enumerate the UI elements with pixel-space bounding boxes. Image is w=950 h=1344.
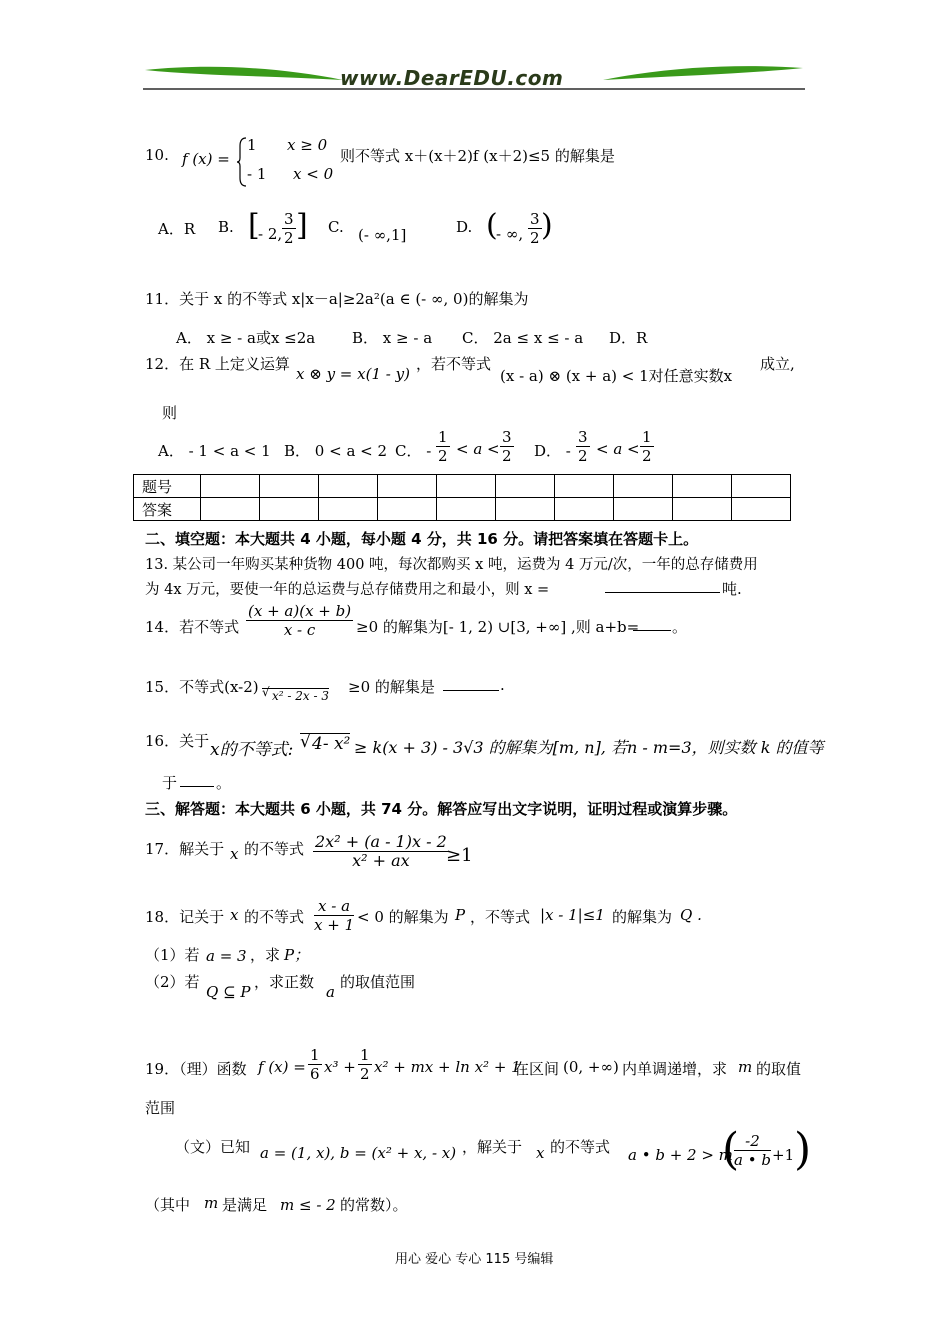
answer-cell[interactable] — [614, 498, 673, 521]
answer-cell[interactable] — [201, 475, 260, 498]
q19w-label: （文）已知 — [175, 1138, 251, 1156]
q19-label: 19．（理）函数 — [145, 1060, 247, 1078]
q17-fraction: $\frac{\text{2x² + (a - 1)x - 2}}{\text{x² + ax}}$ — [315, 832, 447, 870]
answer-cell[interactable] — [673, 475, 732, 498]
q18-part1-label: （1）若 — [145, 946, 200, 964]
q10-option-b-frac: $\frac{3}{2}$ — [284, 210, 294, 247]
q10-case1-cond: x ≥ 0 — [287, 136, 328, 154]
q18-text-3: ，不等式 — [470, 908, 531, 926]
q10-option-b-left: - 2, — [258, 225, 283, 243]
q12-text-2: ，若不等式 — [416, 355, 492, 373]
q10-option-c-label: C. — [328, 218, 344, 236]
q10-option-c: (- ∞,1] — [358, 226, 407, 244]
q15-answer-blank[interactable] — [443, 690, 499, 691]
q19w-fraction: $\frac{-2}{a • b}$ — [734, 1132, 771, 1169]
answer-cell[interactable] — [732, 498, 791, 521]
paren-icon: ) — [794, 1124, 812, 1175]
q12-text-3: 成立, — [760, 355, 795, 373]
paren-icon: ( — [722, 1124, 740, 1175]
q15-sqrt: √ x² - 2x - 3 — [262, 685, 329, 703]
q19-frac-2: $\frac{1}{2}$ — [360, 1046, 370, 1083]
q18-part1-text: ，求 — [250, 946, 281, 964]
q10-option-d-left: - ∞, — [496, 225, 524, 243]
q10-case2-cond: x < 0 — [293, 165, 334, 183]
section-2-title: 二、填空题：本大题共 4 小题，每小题 4 分，共 16 分。请把答案填在答题卡上。 — [145, 530, 699, 548]
q12-option-d-mid: < a < — [596, 440, 640, 458]
q13-line-2-end: 吨. — [722, 580, 742, 598]
q12-text-1: 12．在 R 上定义运算 — [145, 355, 290, 373]
q18-part2-cond: Q ⊆ P — [206, 983, 251, 1001]
q16-answer-blank[interactable] — [180, 786, 214, 787]
q10-text: 则不等式 x＋(x＋2)f (x＋2)≤5 的解集是 — [340, 147, 615, 165]
answer-cell[interactable] — [555, 475, 614, 498]
q16-text-2: ≥ k(x + 3) - 3√3 的解集为[m, n], 若n - m=3，则实数 k 的值等 — [354, 738, 824, 757]
page-footer: 用心 爱心 专心 115 号编辑 — [395, 1252, 554, 1267]
q15-label: 15．不等式(x-2) — [145, 678, 259, 696]
q10-option-a: A．R — [158, 220, 196, 238]
q14-answer-blank[interactable] — [633, 630, 671, 631]
q10-option-d-label: D. — [456, 218, 473, 236]
paren-icon: ( — [486, 208, 498, 243]
table-row — [134, 498, 791, 521]
q12-inequality: (x - a) ⊗ (x + a) < 1对任意实数x — [500, 367, 733, 385]
q19-interval: (0, +∞) — [563, 1058, 619, 1076]
q18-set-q: Q . — [680, 906, 702, 924]
answer-cell[interactable] — [378, 498, 437, 521]
q13-line-2: 为 4x 万元，要使一年的总运费与总存储费用之和最小，则 x = — [145, 582, 550, 598]
section-3-title: 三、解答题：本大题共 6 小题，共 74 分。解答应写出文字说明，证明过程或演算步骤。 — [145, 800, 738, 818]
answer-cell[interactable] — [319, 498, 378, 521]
radical-icon: √ — [262, 685, 270, 699]
answer-cell[interactable] — [673, 498, 732, 521]
answer-cell[interactable] — [201, 498, 260, 521]
q15-text: ≥0 的解集是 — [348, 678, 435, 696]
q19w-note-m: m — [204, 1194, 219, 1212]
q14-text: ≥0 的解集为[- 1, 2) ∪[3, +∞] ,则 a+b= — [356, 618, 640, 636]
q19w-vectors: a = (1, x), b = (x² + x, - x) — [260, 1144, 457, 1162]
answer-cell[interactable] — [319, 475, 378, 498]
q18-part1-p: P； — [284, 946, 310, 964]
q13-line-1: 13. 某公司一年购买某种货物 400 吨，每次都购买 x 吨，运费为 4 万元/次，一年的总存储费用 — [145, 557, 758, 573]
q17-var: x — [230, 845, 239, 863]
q19-frac-1: $\frac{1}{6}$ — [310, 1046, 320, 1083]
q16-end-label: 于 — [162, 774, 178, 792]
q19-term-2: x² + mx + ln x² + 1 — [374, 1058, 521, 1076]
answer-cell[interactable] — [260, 475, 319, 498]
q12-option-c-label: C． - — [395, 442, 432, 460]
answer-cell[interactable] — [496, 498, 555, 521]
q12-operation: x ⊗ y = x(1 - y) — [296, 365, 410, 383]
table-row — [134, 475, 791, 498]
q17-text: 的不等式 — [244, 840, 305, 858]
q12-option-a: A． - 1 < a < 1 — [158, 442, 271, 460]
q10-option-b-label: B. — [218, 218, 234, 236]
q10-number: 10. — [145, 146, 169, 164]
q14-fraction: $\frac{(x + a)(x + b)}{x - c}$ — [248, 602, 352, 639]
table-label-answer: 答案 — [134, 498, 201, 521]
q18-part2-a: a — [326, 983, 335, 1001]
q18-part1-cond: a = 3 — [206, 947, 247, 965]
q19-text-4: 范围 — [145, 1099, 176, 1117]
q18-part2-label: （2）若 — [145, 973, 200, 991]
q10-case2-value: - 1 — [247, 165, 267, 183]
q12-option-c-frac1: $\frac{1}{2}$ — [438, 428, 448, 465]
q18-label: 18．记关于 — [145, 908, 225, 926]
paren-icon: ) — [541, 208, 553, 243]
q11-option-d: D．R — [609, 329, 648, 347]
q19-text-3: 的取值 — [756, 1060, 802, 1078]
q11-option-a: A． x ≥ - a或x ≤2a — [176, 329, 316, 347]
q18-var: x — [230, 906, 239, 924]
answer-cell[interactable] — [437, 498, 496, 521]
q10-function: f (x) = — [182, 150, 230, 168]
q18-text-4: 的解集为 — [612, 908, 673, 926]
q19w-note-2: 是满足 — [222, 1196, 268, 1214]
table-label-question-no: 题号 — [134, 475, 201, 498]
answer-cell[interactable] — [378, 475, 437, 498]
answer-cell[interactable] — [555, 498, 614, 521]
q19-function: f (x) = — [258, 1058, 306, 1076]
q17-label: 17．解关于 — [145, 840, 225, 858]
q16-sqrt: √ 4- x² — [300, 732, 351, 754]
q19w-note-3: 的常数）。 — [340, 1196, 408, 1214]
q15-end: . — [500, 676, 505, 694]
q19-term-1: x³ + — [324, 1058, 356, 1076]
radical-icon: √ — [300, 732, 311, 752]
q10-option-d-frac: $\frac{3}{2}$ — [530, 210, 540, 247]
answer-cell[interactable] — [437, 475, 496, 498]
q18-part2-text: ，求正数 — [254, 973, 315, 991]
q19w-text-2: 的不等式 — [550, 1138, 611, 1156]
q12-option-d-label: D． - — [534, 442, 571, 460]
q19-text-1: 在区间 — [514, 1060, 560, 1078]
answer-table — [133, 474, 791, 521]
q19w-note-cond: m ≤ - 2 — [280, 1196, 336, 1214]
q11-text: 11．关于 x 的不等式 x|x－a|≥2a²(a ∈ (- ∞, 0)的解集为 — [145, 290, 529, 308]
answer-cell[interactable] — [496, 475, 555, 498]
q11-option-b: B． x ≥ - a — [352, 329, 433, 347]
q18-abs: |x - 1|≤1 — [540, 906, 605, 924]
q19w-note-1: （其中 — [145, 1196, 191, 1214]
q18-set-p: P — [455, 906, 466, 924]
q16-end: 。 — [216, 774, 232, 792]
q14-end: 。 — [672, 618, 688, 636]
q19-m: m — [738, 1058, 753, 1076]
q19w-inequality: a • b + 2 > m — [628, 1146, 733, 1164]
q14-label: 14．若不等式 — [145, 618, 240, 636]
q19-text-2: 内单调递增，求 — [622, 1060, 728, 1078]
bracket-icon: [ — [248, 208, 260, 243]
q19w-var: x — [536, 1144, 545, 1162]
q12-text-4: 则 — [162, 404, 178, 422]
q17-end: ≥1 — [446, 845, 473, 866]
q18-text-1: 的不等式 — [244, 908, 305, 926]
q12-option-b: B． 0 < a < 2 — [284, 442, 388, 460]
q18-fraction: $\frac{x - a}{x + 1}$ — [314, 897, 355, 934]
q12-option-d-frac2: $\frac{1}{2}$ — [642, 428, 652, 465]
q16-label: 16．关于 — [145, 732, 210, 750]
q16-text-1: x的不等式: — [210, 740, 294, 760]
q18-part2-end: 的取值范围 — [340, 973, 416, 991]
q12-option-d-frac1: $\frac{3}{2}$ — [578, 428, 588, 465]
answer-cell[interactable] — [614, 475, 673, 498]
q19w-plus: +1 — [772, 1146, 795, 1164]
q12-option-c-mid: < a < — [456, 440, 500, 458]
q10-case1-value: 1 — [247, 136, 257, 154]
answer-cell[interactable] — [260, 498, 319, 521]
q19w-text-1: ，解关于 — [462, 1138, 523, 1156]
answer-cell[interactable] — [732, 475, 791, 498]
q11-option-c: C． 2a ≤ x ≤ - a — [462, 329, 584, 347]
site-logo: www.DearEDU.com — [340, 66, 564, 90]
bracket-icon: ] — [296, 208, 308, 243]
q12-option-c-frac2: $\frac{3}{2}$ — [502, 428, 512, 465]
q13-answer-blank[interactable] — [605, 592, 720, 593]
q18-text-2: < 0 的解集为 — [357, 908, 449, 926]
